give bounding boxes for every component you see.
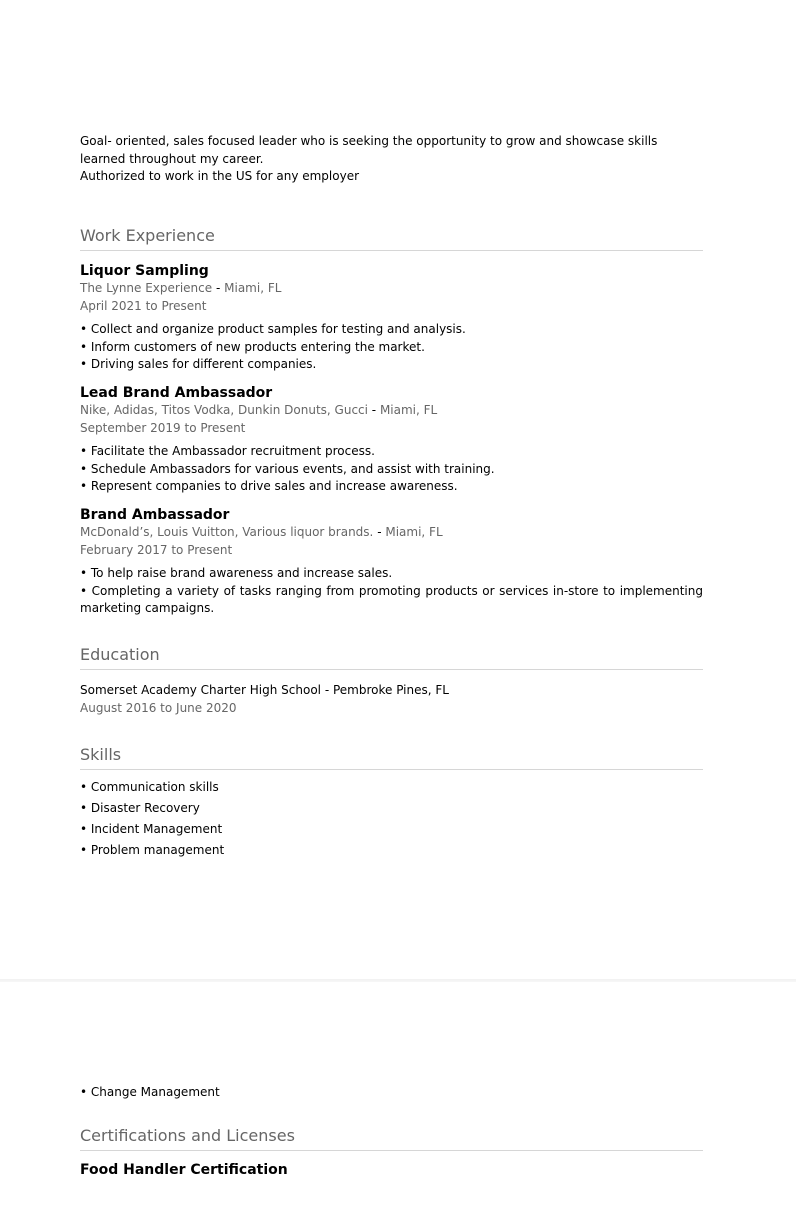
list-item: • Communication skills <box>80 780 219 794</box>
separator: - <box>212 281 225 295</box>
job-title: Lead Brand Ambassador <box>80 385 273 401</box>
job-bullets <box>80 321 703 374</box>
list-item: • Completing a variety of tasks ranging from promoting products or services in-store to implementing marketing campaigns. <box>80 583 703 615</box>
list-item: • Change Management <box>80 1085 220 1099</box>
job-title: Brand Ambassador <box>80 507 230 523</box>
list-item: • Represent companies to drive sales and increase awareness. <box>80 479 458 493</box>
job-location: Miami, FL <box>385 525 443 539</box>
job-company: The Lynne Experience <box>80 281 213 295</box>
education-dates: August 2016 to June 2020 <box>80 700 237 715</box>
summary-text: Goal- oriented, sales focused leader who is seeking the opportunity to grow and showcase skills learned throughout my career. <box>80 134 658 166</box>
job-title: Liquor Sampling <box>80 263 209 279</box>
skills-list-continued <box>80 1084 703 1105</box>
resume-page-2 <box>0 982 796 1214</box>
job-company-location <box>80 524 703 542</box>
job-entry <box>80 384 703 496</box>
separator: - <box>373 525 386 539</box>
job-entry <box>80 262 703 374</box>
section-title-certifications: Certifications and Licenses <box>80 1126 703 1151</box>
certification-title: Food Handler Certification <box>80 1162 288 1178</box>
job-dates: April 2021 to Present <box>80 298 207 313</box>
job-company: Nike, Adidas, Titos Vodka, Dunkin Donuts, Gucci <box>80 403 368 417</box>
job-dates: September 2019 to Present <box>80 420 246 435</box>
list-item: • Schedule Ambassadors for various events, and assist with training. <box>80 461 495 476</box>
section-title-education: Education <box>80 645 703 670</box>
list-item: • Incident Management <box>80 822 223 836</box>
list-item: • Facilitate the Ambassador recruitment process. <box>80 444 375 458</box>
job-company-location <box>80 402 703 420</box>
education-entry <box>80 682 703 717</box>
skills-list <box>80 779 703 863</box>
job-bullets <box>80 443 703 496</box>
work-authorization: Authorized to work in the US for any employer <box>80 169 360 183</box>
job-bullets <box>80 565 703 618</box>
job-entry <box>80 506 703 618</box>
separator: - <box>367 403 380 417</box>
job-location: Miami, FL <box>379 403 438 417</box>
list-item: • Driving sales for different companies. <box>80 357 317 371</box>
education-school: Somerset Academy Charter High School - Pembroke Pines, FL <box>80 683 449 697</box>
job-dates: February 2017 to Present <box>80 542 233 557</box>
list-item: • Collect and organize product samples for testing and analysis. <box>80 322 466 336</box>
list-item: • To help raise brand awareness and increase sales. <box>80 566 393 580</box>
summary <box>80 133 703 186</box>
job-location: Miami, FL <box>224 281 282 295</box>
job-company-location <box>80 280 703 298</box>
job-company: McDonald’s, Louis Vuitton, Various liquor brands. <box>80 525 374 539</box>
section-title-work-experience: Work Experience <box>80 226 703 251</box>
list-item: • Inform customers of new products entering the market. <box>80 339 425 354</box>
list-item: • Disaster Recovery <box>80 801 200 815</box>
section-title-skills: Skills <box>80 745 703 770</box>
list-item: • Problem management <box>80 843 225 857</box>
